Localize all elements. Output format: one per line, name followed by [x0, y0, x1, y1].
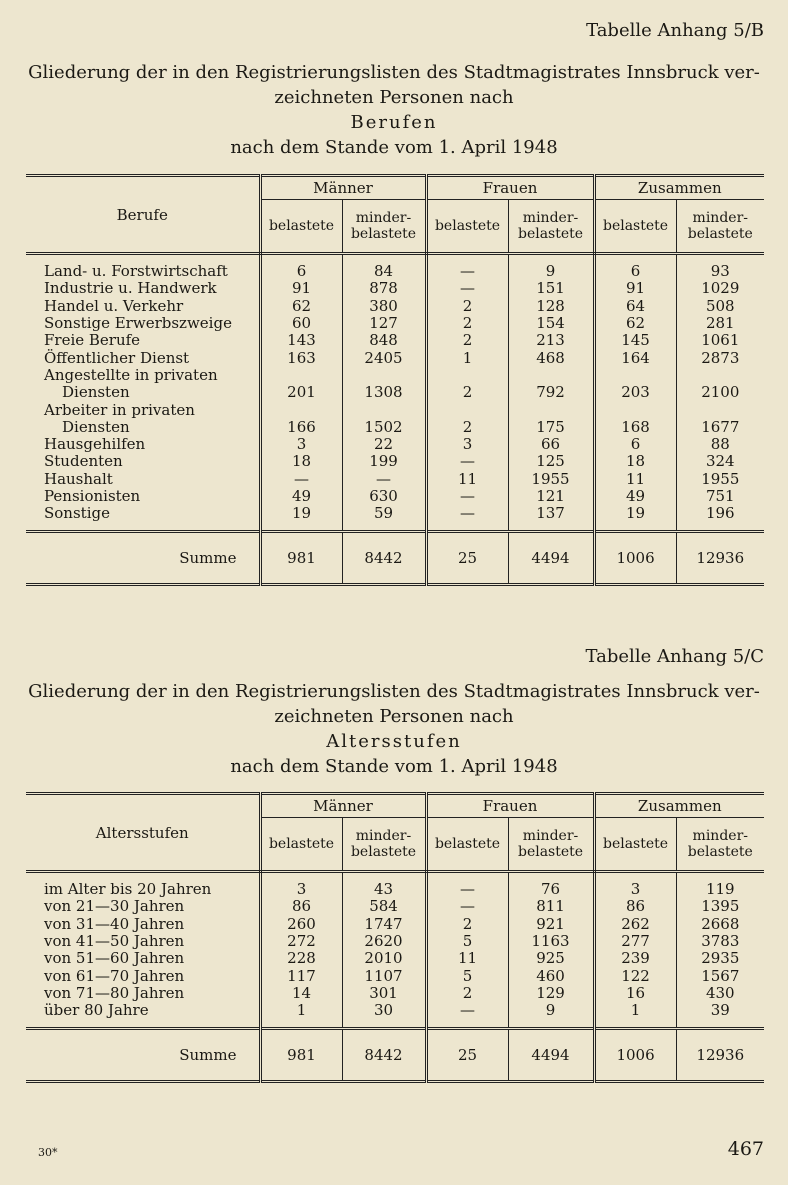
table-b-row	[26, 384, 764, 401]
table-b-cell: 127	[342, 315, 426, 332]
table-c-title-line4: nach dem Stande vom 1. April 1948	[230, 756, 558, 777]
table-b-cell: 1308	[342, 384, 426, 401]
table-b-cell: 175	[508, 419, 594, 436]
table-c-sum-label: Summe	[26, 1029, 260, 1082]
table-c-sub-belastete: belastete	[426, 818, 508, 872]
table-b-row-label: Öffentlicher Dienst	[26, 349, 260, 366]
table-c-group-zusammen: Zusammen	[594, 794, 764, 818]
table-b-row-label: Diensten	[26, 419, 260, 436]
table-c-cell: 301	[342, 985, 426, 1002]
table-c-sum-cell: 12936	[676, 1029, 764, 1082]
table-c-row	[26, 967, 764, 984]
table-c-cell: —	[426, 1002, 508, 1019]
table-b-sub-minderbelastete: minder-belastete	[508, 200, 594, 254]
table-c-cell: 76	[508, 881, 594, 898]
table-c-cell: 1395	[701, 897, 740, 916]
table-b-row-label: Handel u. Verkehr	[26, 298, 260, 315]
table-b-cell: 9	[508, 263, 594, 280]
table-c-cell: 1	[594, 1002, 676, 1019]
table-b-cell: 203	[594, 384, 676, 401]
table-b-cell: 64	[594, 298, 676, 315]
table-c-cell: 272	[260, 933, 342, 950]
table-c-group-frauen: Frauen	[426, 794, 594, 818]
table-c-cell: 1567	[701, 966, 740, 985]
table-c-cell: 2	[426, 985, 508, 1002]
table-b-cell	[508, 401, 594, 418]
table-b	[26, 174, 764, 586]
table-b-cell: 62	[260, 298, 342, 315]
table-c-cell: 239	[594, 950, 676, 967]
table-b-cell: 6	[594, 436, 676, 453]
table-c-cell: 584	[342, 898, 426, 915]
table-c-cell: 5	[426, 933, 508, 950]
table-c-title-line1: Gliederung der in den Registrierungslisten des Stadtmagistrates Innsbruck ver-	[28, 681, 760, 702]
table-c-cell: 2620	[342, 933, 426, 950]
table-b-row-label: Freie Berufe	[26, 332, 260, 349]
table-c-cell: 921	[508, 916, 594, 933]
table-b-cell: 49	[260, 488, 342, 505]
table-b-cell: 62	[594, 315, 676, 332]
table-b-cell: 848	[342, 332, 426, 349]
table-c-cell: 43	[342, 881, 426, 898]
table-c-cell: 14	[260, 985, 342, 1002]
table-b-cell: 2	[426, 384, 508, 401]
table-c-sum-cell: 981	[260, 1029, 342, 1082]
table-b-row-label: Pensionisten	[26, 488, 260, 505]
table-b-cell: 168	[594, 419, 676, 436]
table-c-cell: 277	[594, 933, 676, 950]
table-b-title-line4: nach dem Stande vom 1. April 1948	[230, 137, 558, 158]
table-b-cell: 1677	[701, 417, 740, 436]
table-b-cell: 151	[508, 280, 594, 297]
table-c-cell: 262	[594, 916, 676, 933]
table-b-cell	[260, 367, 342, 384]
table-c-cell: 11	[426, 950, 508, 967]
table-b-cell: 1029	[701, 279, 740, 298]
table-c-cell: 2	[426, 916, 508, 933]
table-c-cell: —	[426, 898, 508, 915]
table-b-cell: 3	[426, 436, 508, 453]
table-b-row-label: Industrie u. Handwerk	[26, 280, 260, 297]
table-b-sub-belastete: belastete	[594, 200, 676, 254]
table-b-row	[26, 263, 764, 280]
table-b-sum-cell: 981	[260, 532, 342, 585]
table-c-tag: Tabelle Anhang 5/C	[585, 646, 764, 667]
table-b-cell: 213	[508, 332, 594, 349]
table-b-cell: 2	[426, 298, 508, 315]
table-b-sub-belastete: belastete	[426, 200, 508, 254]
table-b-cell: 2	[426, 332, 508, 349]
table-c-cell: 86	[594, 898, 676, 915]
table-c-row	[26, 985, 764, 1002]
table-c-cell: 1	[260, 1002, 342, 1019]
table-b-group-maenner: Männer	[260, 176, 426, 200]
table-c-row-label: von 71—80 Jahren	[26, 985, 260, 1002]
table-b-row-label: Arbeiter in privaten	[26, 401, 260, 418]
table-c-cell: 2935	[701, 949, 740, 968]
table-b-row	[26, 505, 764, 522]
table-c-cell: 2668	[701, 914, 740, 933]
table-b-cell: 22	[342, 436, 426, 453]
table-b-row	[26, 453, 764, 470]
table-b-title-line2: zeichneten Personen nach	[274, 87, 514, 108]
table-c-cell: 2010	[342, 950, 426, 967]
table-c-heading	[20, 679, 768, 779]
table-b-sum-cell: 25	[426, 532, 508, 585]
table-b-row	[26, 280, 764, 297]
table-b-cell: 3	[260, 436, 342, 453]
table-b-row	[26, 401, 764, 418]
table-b-cell: 199	[342, 453, 426, 470]
table-b-row	[26, 436, 764, 453]
table-c-sub-minderbelastete: minder-belastete	[676, 818, 764, 872]
table-c-cell: 460	[508, 967, 594, 984]
table-b-row	[26, 298, 764, 315]
table-b-row-label: Angestellte in privaten	[26, 367, 260, 384]
table-b-cell: 121	[508, 488, 594, 505]
table-b-cell: 2	[426, 419, 508, 436]
table-b-sub-minderbelastete: minder-belastete	[342, 200, 426, 254]
table-c-cell: 119	[705, 880, 735, 899]
table-b-cell: 324	[705, 452, 735, 471]
table-c-sub-belastete: belastete	[594, 818, 676, 872]
table-b-cell: 143	[260, 332, 342, 349]
table-b-cell: 49	[594, 488, 676, 505]
table-b-cell: —	[426, 263, 508, 280]
table-b-cell: 125	[508, 453, 594, 470]
table-b-cell: 19	[594, 505, 676, 522]
table-b-cell: —	[426, 505, 508, 522]
table-b-cell: 1502	[342, 419, 426, 436]
table-b-cell	[676, 367, 764, 384]
table-b-cell: 91	[594, 280, 676, 297]
table-b-cell: 2	[426, 315, 508, 332]
table-b-cell: 60	[260, 315, 342, 332]
table-b-sum-cell: 1006	[594, 532, 676, 585]
table-b-cell: 1061	[701, 331, 740, 350]
table-c-row	[26, 1002, 764, 1019]
table-c-cell: 30	[342, 1002, 426, 1019]
table-b-cell: 59	[342, 505, 426, 522]
table-c-sum-cell: 4494	[508, 1029, 594, 1082]
table-b-cell	[260, 401, 342, 418]
table-b-cell: 128	[508, 298, 594, 315]
table-b-cell: 91	[260, 280, 342, 297]
table-c-sub-minderbelastete: minder-belastete	[342, 818, 426, 872]
table-b-row	[26, 488, 764, 505]
table-c-row	[26, 898, 764, 915]
table-c-row-label: von 31—40 Jahren	[26, 916, 260, 933]
table-c-sum-row	[26, 1029, 764, 1082]
table-b-cell: 201	[260, 384, 342, 401]
table-b-row-label: Diensten	[26, 384, 260, 401]
table-b-cell	[508, 367, 594, 384]
table-b-cell: —	[260, 471, 342, 488]
table-c-cell: 122	[594, 967, 676, 984]
table-c-title-line2: zeichneten Personen nach	[274, 706, 514, 727]
table-b-cell: 196	[705, 504, 735, 523]
table-c-cell: 9	[508, 1002, 594, 1019]
table-b-row	[26, 367, 764, 384]
table-b-cell: 11	[426, 471, 508, 488]
table-b-row-label: Sonstige Erwerbszweige	[26, 315, 260, 332]
table-b-cell: 6	[260, 263, 342, 280]
table-b-cell: —	[342, 471, 426, 488]
table-b-cell	[342, 367, 426, 384]
table-b-cell: 281	[705, 314, 735, 333]
table-b-title-line3: Berufen	[350, 112, 438, 133]
table-b-cell: 93	[710, 262, 730, 281]
table-c-sub-belastete: belastete	[260, 818, 342, 872]
table-c-cell: —	[426, 881, 508, 898]
table-b-cell: 6	[594, 263, 676, 280]
table-c-cell: 3783	[701, 932, 740, 951]
table-b-cell	[594, 367, 676, 384]
table-b-cell: 2100	[701, 383, 740, 402]
table-c-row-header: Altersstufen	[26, 794, 260, 872]
table-b-row-label: Studenten	[26, 453, 260, 470]
table-c-row-label: von 21—30 Jahren	[26, 898, 260, 915]
table-b-sum-cell: 4494	[508, 532, 594, 585]
table-b-sum-row	[26, 532, 764, 585]
table-b-tag: Tabelle Anhang 5/B	[586, 20, 764, 41]
table-b-cell: 380	[342, 298, 426, 315]
table-b-cell: 166	[260, 419, 342, 436]
table-c-cell: 925	[508, 950, 594, 967]
table-b-cell: 878	[342, 280, 426, 297]
table-b-cell: 792	[508, 384, 594, 401]
table-c-cell: 1747	[342, 916, 426, 933]
table-b-cell: 164	[594, 349, 676, 366]
table-c-row	[26, 950, 764, 967]
table-b-cell: 2873	[701, 348, 740, 367]
table-b-sub-belastete: belastete	[260, 200, 342, 254]
table-b-row-label: Land- u. Forstwirtschaft	[26, 263, 260, 280]
table-c-group-maenner: Männer	[260, 794, 426, 818]
table-b-row	[26, 332, 764, 349]
table-b-cell	[426, 401, 508, 418]
table-b-sum-cell: 12936	[676, 532, 764, 585]
table-b-cell: 18	[260, 453, 342, 470]
table-b-cell: —	[426, 280, 508, 297]
table-b-cell	[676, 401, 764, 418]
table-b-row	[26, 471, 764, 488]
table-c-cell: 3	[260, 881, 342, 898]
table-b-cell: 11	[594, 471, 676, 488]
table-c-row	[26, 881, 764, 898]
table-b-row-header: Berufe	[26, 176, 260, 254]
table-b-cell	[342, 401, 426, 418]
table-b-cell: 508	[705, 296, 735, 315]
table-b-sum-cell: 8442	[342, 532, 426, 585]
table-b-row	[26, 349, 764, 366]
table-b-cell: 66	[508, 436, 594, 453]
table-c-row-label: über 80 Jahre	[26, 1002, 260, 1019]
table-b-cell: —	[426, 453, 508, 470]
table-c-cell: 430	[705, 983, 735, 1002]
table-b-cell: 2405	[342, 349, 426, 366]
table-b-cell: 1955	[508, 471, 594, 488]
table-c-row-label: von 61—70 Jahren	[26, 967, 260, 984]
table-c-cell: 16	[594, 985, 676, 1002]
table-c-row	[26, 933, 764, 950]
table-b-cell: 137	[508, 505, 594, 522]
table-c-row-label: von 41—50 Jahren	[26, 933, 260, 950]
table-b-cell: 18	[594, 453, 676, 470]
table-c-row-label: von 51—60 Jahren	[26, 950, 260, 967]
table-b-cell	[594, 401, 676, 418]
signature-mark: 30*	[38, 1146, 58, 1159]
table-b-cell: 84	[342, 263, 426, 280]
table-b-cell: 1	[426, 349, 508, 366]
table-b-row-label: Hausgehilfen	[26, 436, 260, 453]
table-c-sum-cell: 25	[426, 1029, 508, 1082]
table-b-row	[26, 419, 764, 436]
table-b-group-frauen: Frauen	[426, 176, 594, 200]
table-b-cell: 468	[508, 349, 594, 366]
table-b-cell: 163	[260, 349, 342, 366]
table-c-cell: 1107	[342, 967, 426, 984]
table-b-row-label: Sonstige	[26, 505, 260, 522]
table-b-cell: 630	[342, 488, 426, 505]
table-c-sum-cell: 1006	[594, 1029, 676, 1082]
table-c-cell: 1163	[508, 933, 594, 950]
table-c	[26, 792, 764, 1083]
table-c-cell: 129	[508, 985, 594, 1002]
table-b-cell: 19	[260, 505, 342, 522]
table-b-title-line1: Gliederung der in den Registrierungslisten des Stadtmagistrates Innsbruck ver-	[28, 62, 760, 83]
table-b-row	[26, 315, 764, 332]
table-c-row-label: im Alter bis 20 Jahren	[26, 881, 260, 898]
table-b-heading	[20, 60, 768, 160]
table-b-cell: 1955	[701, 469, 740, 488]
table-c-cell: 228	[260, 950, 342, 967]
table-c-sub-minderbelastete: minder-belastete	[508, 818, 594, 872]
table-b-cell: 88	[710, 435, 730, 454]
table-c-cell: 39	[710, 1001, 730, 1020]
table-b-sub-minderbelastete: minder-belastete	[676, 200, 764, 254]
table-c-row	[26, 916, 764, 933]
table-c-cell: 5	[426, 967, 508, 984]
table-b-cell: —	[426, 488, 508, 505]
table-c-sum-cell: 8442	[342, 1029, 426, 1082]
table-c-cell: 86	[260, 898, 342, 915]
table-b-row-label: Haushalt	[26, 471, 260, 488]
table-b-cell: 145	[594, 332, 676, 349]
table-c-cell: 3	[594, 881, 676, 898]
table-b-group-zusammen: Zusammen	[594, 176, 764, 200]
table-c-cell: 117	[260, 967, 342, 984]
table-b-cell: 751	[705, 487, 735, 505]
table-b-cell: 154	[508, 315, 594, 332]
table-b-cell	[426, 367, 508, 384]
table-b-sum-label: Summe	[26, 532, 260, 585]
table-c-cell: 260	[260, 916, 342, 933]
table-c-cell: 811	[508, 898, 594, 915]
table-c-title-line3: Altersstufen	[326, 731, 462, 752]
page-number: 467	[727, 1138, 764, 1160]
